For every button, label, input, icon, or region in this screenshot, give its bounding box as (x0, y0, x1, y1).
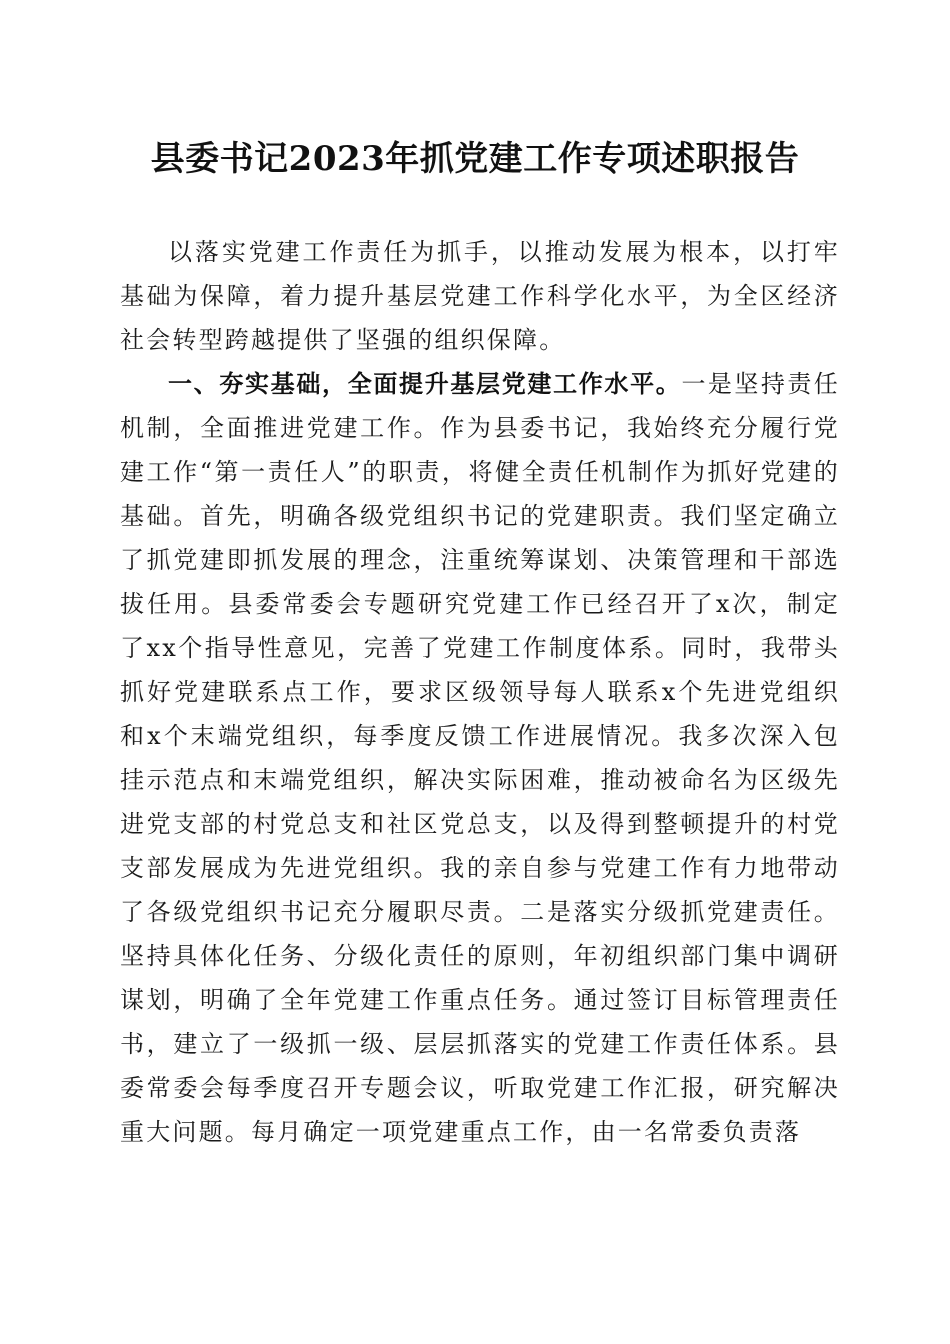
section-1-body: 一是坚持责任机制，全面推进党建工作。作为县委书记，我始终充分履行党建工作“第一责任人”的职责，将健全责任机制作为抓好党建的基础。首先，明确各级党组织书记的党建职责。我们坚定确立了抓党建即抓发展的理念，注重统筹谋划、决策管理和干部选拔任用。县委常委会专题研究党建工作已经召开了x次，制定了xx个指导性意见，完善了党建工作制度体系。同时，我带头抓好党建联系点工作，要求区级领导每人联系x个先进党组织和x个末端党组织，每季度反馈工作进展情况。我多次深入包挂示范点和末端党组织，解决实际困难，推动被命名为区级先进党支部的村党总支和社区党总支，以及得到整顿提升的村党支部发展成为先进党组织。我的亲自参与党建工作有力地带动了各级党组织书记充分履职尽责。二是落实分级抓党建责任。坚持具体化任务、分级化责任的原则，年初组织部门集中调研谋划，明确了全年党建工作重点任务。通过签订目标管理责任书，建立了一级抓一级、层层抓落实的党建工作责任体系。县委常委会每季度召开专题会议，听取党建工作汇报，研究解决重大问题。每月确定一项党建重点工作，由一名常委负责落 (120, 370, 840, 1146)
section-1-heading: 一、夯实基础，全面提升基层党建工作水平。 (168, 370, 682, 398)
intro-paragraph: 以落实党建工作责任为抓手，以推动发展为根本，以打牢基础为保障，着力提升基层党建工作科学化水平，为全区经济社会转型跨越提供了坚强的组织保障。 (120, 238, 840, 354)
section-1-paragraph (120, 362, 840, 1154)
document-title: 县委书记2023年抓党建工作专项述职报告 (150, 139, 800, 179)
